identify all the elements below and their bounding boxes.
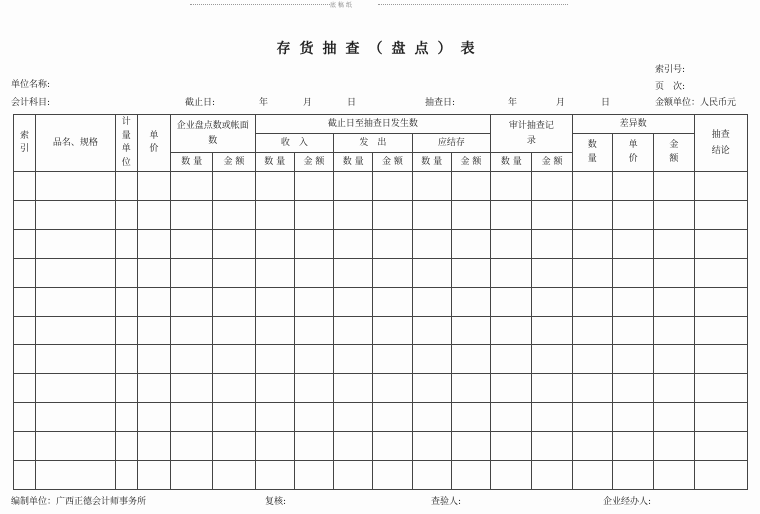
table-cell[interactable] bbox=[36, 461, 116, 490]
table-cell[interactable] bbox=[612, 432, 653, 461]
table-cell[interactable] bbox=[572, 287, 612, 316]
col-price-label: 单价 bbox=[149, 130, 159, 154]
table-cell[interactable] bbox=[612, 316, 653, 345]
account-label: 会计科目: bbox=[11, 98, 51, 108]
table-cell[interactable] bbox=[115, 461, 137, 490]
table-cell[interactable] bbox=[255, 172, 294, 201]
manager-label: 企业经办人: bbox=[603, 497, 652, 507]
table-cell[interactable] bbox=[14, 403, 36, 432]
table-cell[interactable] bbox=[654, 461, 694, 490]
col-audit-header bbox=[491, 115, 573, 153]
table-cell[interactable] bbox=[654, 258, 694, 287]
cutoff-day: 日 bbox=[347, 98, 357, 108]
check-month: 月 bbox=[556, 98, 566, 108]
table-cell[interactable] bbox=[137, 345, 170, 374]
table-cell[interactable] bbox=[572, 432, 612, 461]
table-row bbox=[14, 258, 748, 287]
table-cell[interactable] bbox=[491, 200, 532, 229]
cutoff-month: 月 bbox=[303, 98, 313, 108]
table-cell[interactable] bbox=[654, 374, 694, 403]
col-diff-header: 差异数 bbox=[572, 115, 694, 134]
col-index-label: 索引 bbox=[20, 130, 30, 154]
table-cell[interactable] bbox=[255, 432, 294, 461]
table-cell[interactable] bbox=[612, 403, 653, 432]
table-cell[interactable] bbox=[14, 287, 36, 316]
table-cell[interactable] bbox=[491, 316, 532, 345]
table-cell[interactable] bbox=[612, 287, 653, 316]
top-mark: 底 稿 纸 bbox=[330, 2, 352, 9]
index-number-label: 索引号: bbox=[655, 65, 686, 75]
table-cell[interactable] bbox=[532, 287, 572, 316]
table-cell[interactable] bbox=[491, 287, 532, 316]
table-cell[interactable] bbox=[213, 229, 255, 258]
table-cell[interactable] bbox=[373, 403, 412, 432]
table-cell[interactable] bbox=[412, 432, 451, 461]
table-cell[interactable] bbox=[294, 200, 333, 229]
table-cell[interactable] bbox=[373, 432, 412, 461]
table-cell[interactable] bbox=[213, 200, 255, 229]
top-dotted-line-left bbox=[190, 4, 330, 5]
table-cell[interactable] bbox=[451, 316, 490, 345]
table-cell[interactable] bbox=[612, 461, 653, 490]
table-cell[interactable] bbox=[491, 461, 532, 490]
table-cell[interactable] bbox=[451, 172, 490, 201]
out-amt-header: 金 额 bbox=[373, 153, 412, 172]
table-cell[interactable] bbox=[694, 432, 747, 461]
col-unit-label: 计量单位 bbox=[121, 117, 131, 168]
inventory-check-table bbox=[13, 114, 748, 490]
table-cell[interactable] bbox=[612, 345, 653, 374]
table-cell[interactable] bbox=[255, 287, 294, 316]
table-cell[interactable] bbox=[255, 229, 294, 258]
table-cell[interactable] bbox=[373, 200, 412, 229]
table-cell[interactable] bbox=[412, 461, 451, 490]
table-cell[interactable] bbox=[654, 316, 694, 345]
table-cell[interactable] bbox=[694, 316, 747, 345]
reviewer-label: 复核: bbox=[265, 497, 287, 507]
table-cell[interactable] bbox=[36, 287, 116, 316]
in-amt-header: 金 额 bbox=[294, 153, 333, 172]
table-cell[interactable] bbox=[255, 461, 294, 490]
table-cell[interactable] bbox=[451, 200, 490, 229]
table-cell[interactable] bbox=[115, 432, 137, 461]
table-cell[interactable] bbox=[612, 172, 653, 201]
col-conclusion-label: 抽查结论 bbox=[711, 129, 730, 156]
table-cell[interactable] bbox=[294, 258, 333, 287]
table-row bbox=[14, 229, 748, 258]
table-cell[interactable] bbox=[451, 432, 490, 461]
unit-name-label: 单位名称: bbox=[11, 80, 51, 90]
table-cell[interactable] bbox=[334, 229, 373, 258]
table-cell[interactable] bbox=[115, 258, 137, 287]
table-cell[interactable] bbox=[412, 200, 451, 229]
col-should-header: 应结存 bbox=[412, 134, 491, 153]
table-cell[interactable] bbox=[654, 432, 694, 461]
table-cell[interactable] bbox=[213, 258, 255, 287]
table-cell[interactable] bbox=[255, 200, 294, 229]
col-diff-qty-label: 数量 bbox=[587, 140, 597, 164]
table-cell[interactable] bbox=[572, 461, 612, 490]
table-cell[interactable] bbox=[334, 403, 373, 432]
table-cell[interactable] bbox=[694, 200, 747, 229]
table-cell[interactable] bbox=[373, 316, 412, 345]
table-cell[interactable] bbox=[412, 258, 451, 287]
table-cell[interactable] bbox=[694, 172, 747, 201]
table-row bbox=[14, 200, 748, 229]
table-cell[interactable] bbox=[334, 374, 373, 403]
table-cell[interactable] bbox=[36, 200, 116, 229]
table-cell[interactable] bbox=[14, 316, 36, 345]
col-price-header bbox=[137, 115, 170, 172]
table-cell[interactable] bbox=[532, 172, 572, 201]
table-body bbox=[14, 172, 748, 490]
table-cell[interactable] bbox=[137, 200, 170, 229]
table-cell[interactable] bbox=[137, 258, 170, 287]
table-row bbox=[14, 432, 748, 461]
table-cell[interactable] bbox=[491, 258, 532, 287]
table-cell[interactable] bbox=[36, 316, 116, 345]
prepared-by: 编制单位：广西正德会计师事务所 bbox=[11, 497, 147, 507]
table-cell[interactable] bbox=[334, 316, 373, 345]
col-diff-amt-header bbox=[654, 134, 694, 172]
table-cell[interactable] bbox=[412, 403, 451, 432]
table-cell[interactable] bbox=[572, 345, 612, 374]
table-cell[interactable] bbox=[532, 461, 572, 490]
table-cell[interactable] bbox=[137, 287, 170, 316]
table-cell[interactable] bbox=[255, 374, 294, 403]
table-cell[interactable] bbox=[171, 229, 213, 258]
table-cell[interactable] bbox=[14, 258, 36, 287]
col-index-header bbox=[14, 115, 36, 172]
table-cell[interactable] bbox=[572, 172, 612, 201]
table-cell[interactable] bbox=[532, 403, 572, 432]
table-cell[interactable] bbox=[334, 345, 373, 374]
table-cell[interactable] bbox=[137, 432, 170, 461]
table-cell[interactable] bbox=[294, 374, 333, 403]
page-title: 存货抽查（盘点）表 bbox=[276, 41, 484, 57]
audit-amt-header: 金 额 bbox=[532, 153, 572, 172]
book-amt-header: 金 额 bbox=[213, 153, 255, 172]
table-cell[interactable] bbox=[654, 345, 694, 374]
table-cell[interactable] bbox=[572, 258, 612, 287]
table-cell[interactable] bbox=[532, 316, 572, 345]
table-cell[interactable] bbox=[334, 461, 373, 490]
table-cell[interactable] bbox=[491, 172, 532, 201]
table-cell[interactable] bbox=[137, 403, 170, 432]
table-cell[interactable] bbox=[654, 287, 694, 316]
table-cell[interactable] bbox=[654, 200, 694, 229]
table-cell[interactable] bbox=[137, 316, 170, 345]
in-qty-header: 数 量 bbox=[255, 153, 294, 172]
table-cell[interactable] bbox=[334, 172, 373, 201]
table-cell[interactable] bbox=[115, 345, 137, 374]
table-cell[interactable] bbox=[572, 316, 612, 345]
table-cell[interactable] bbox=[137, 374, 170, 403]
table-cell[interactable] bbox=[115, 374, 137, 403]
table-cell[interactable] bbox=[612, 258, 653, 287]
table-cell[interactable] bbox=[373, 461, 412, 490]
table-cell[interactable] bbox=[373, 229, 412, 258]
table-cell[interactable] bbox=[171, 374, 213, 403]
col-diff-amt-label: 金额 bbox=[669, 140, 679, 164]
table-cell[interactable] bbox=[171, 287, 213, 316]
table-cell[interactable] bbox=[612, 200, 653, 229]
table-cell[interactable] bbox=[294, 316, 333, 345]
table-cell[interactable] bbox=[412, 229, 451, 258]
table-cell[interactable] bbox=[115, 229, 137, 258]
check-year: 年 bbox=[508, 98, 518, 108]
table-cell[interactable] bbox=[171, 258, 213, 287]
table-cell[interactable] bbox=[137, 461, 170, 490]
table-cell[interactable] bbox=[294, 229, 333, 258]
table-cell[interactable] bbox=[171, 316, 213, 345]
table-cell[interactable] bbox=[115, 403, 137, 432]
table-cell[interactable] bbox=[213, 345, 255, 374]
table-cell[interactable] bbox=[294, 403, 333, 432]
currency-unit: 金额单位：人民币元 bbox=[655, 98, 737, 108]
table-cell[interactable] bbox=[255, 258, 294, 287]
table-cell[interactable] bbox=[171, 461, 213, 490]
table-cell[interactable] bbox=[572, 229, 612, 258]
table-cell[interactable] bbox=[451, 374, 490, 403]
table-cell[interactable] bbox=[412, 316, 451, 345]
table-row bbox=[14, 172, 748, 201]
table-cell[interactable] bbox=[334, 258, 373, 287]
table-cell[interactable] bbox=[654, 403, 694, 432]
cutoff-date-label: 截止日: bbox=[185, 98, 216, 108]
table-row bbox=[14, 374, 748, 403]
table-cell[interactable] bbox=[612, 374, 653, 403]
table-cell[interactable] bbox=[412, 374, 451, 403]
table-cell[interactable] bbox=[255, 345, 294, 374]
table-cell[interactable] bbox=[213, 403, 255, 432]
table-cell[interactable] bbox=[451, 461, 490, 490]
table-cell[interactable] bbox=[491, 229, 532, 258]
table-cell[interactable] bbox=[294, 345, 333, 374]
table-cell[interactable] bbox=[36, 258, 116, 287]
table-cell[interactable] bbox=[491, 345, 532, 374]
table-cell[interactable] bbox=[412, 172, 451, 201]
table-cell[interactable] bbox=[115, 172, 137, 201]
table-cell[interactable] bbox=[334, 200, 373, 229]
table-cell[interactable] bbox=[171, 432, 213, 461]
table-cell[interactable] bbox=[255, 316, 294, 345]
page-number-label: 页 次: bbox=[655, 82, 686, 92]
table-cell[interactable] bbox=[294, 287, 333, 316]
table-row bbox=[14, 316, 748, 345]
table-cell[interactable] bbox=[213, 172, 255, 201]
col-in-header: 收 入 bbox=[255, 134, 334, 153]
table-cell[interactable] bbox=[694, 229, 747, 258]
table-cell[interactable] bbox=[14, 200, 36, 229]
col-name-header: 品名、规格 bbox=[36, 115, 116, 172]
table-cell[interactable] bbox=[451, 403, 490, 432]
table-cell[interactable] bbox=[451, 345, 490, 374]
table-cell[interactable] bbox=[334, 287, 373, 316]
table-cell[interactable] bbox=[36, 374, 116, 403]
table-cell[interactable] bbox=[36, 432, 116, 461]
table-cell[interactable] bbox=[532, 200, 572, 229]
table-cell[interactable] bbox=[14, 172, 36, 201]
table-cell[interactable] bbox=[694, 345, 747, 374]
table-cell[interactable] bbox=[14, 345, 36, 374]
table-cell[interactable] bbox=[412, 287, 451, 316]
table-cell[interactable] bbox=[451, 229, 490, 258]
table-cell[interactable] bbox=[373, 172, 412, 201]
table-cell[interactable] bbox=[171, 403, 213, 432]
table-cell[interactable] bbox=[36, 403, 116, 432]
table-cell[interactable] bbox=[334, 432, 373, 461]
table-cell[interactable] bbox=[255, 403, 294, 432]
col-book-label: 企业盘点数或帐面数 bbox=[176, 121, 249, 146]
out-qty-header: 数 量 bbox=[334, 153, 373, 172]
table-cell[interactable] bbox=[572, 374, 612, 403]
table-cell[interactable] bbox=[213, 374, 255, 403]
table-cell[interactable] bbox=[137, 229, 170, 258]
table-cell[interactable] bbox=[694, 403, 747, 432]
table-cell[interactable] bbox=[294, 461, 333, 490]
table-cell[interactable] bbox=[115, 200, 137, 229]
col-book-header bbox=[171, 115, 256, 153]
col-out-header: 发 出 bbox=[334, 134, 413, 153]
table-cell[interactable] bbox=[373, 287, 412, 316]
top-dotted-line-right bbox=[378, 4, 568, 5]
table-cell[interactable] bbox=[36, 345, 116, 374]
table-cell[interactable] bbox=[532, 432, 572, 461]
table-cell[interactable] bbox=[572, 200, 612, 229]
table-cell[interactable] bbox=[171, 172, 213, 201]
table-cell[interactable] bbox=[451, 258, 490, 287]
table-cell[interactable] bbox=[654, 172, 694, 201]
table-cell[interactable] bbox=[14, 461, 36, 490]
table-cell[interactable] bbox=[694, 287, 747, 316]
table-row bbox=[14, 287, 748, 316]
col-audit-label: 审计抽查记录 bbox=[508, 121, 554, 146]
table-cell[interactable] bbox=[654, 229, 694, 258]
table-cell[interactable] bbox=[572, 403, 612, 432]
table-cell[interactable] bbox=[14, 229, 36, 258]
table-cell[interactable] bbox=[14, 432, 36, 461]
table-cell[interactable] bbox=[294, 172, 333, 201]
table-cell[interactable] bbox=[213, 287, 255, 316]
col-diff-price-label: 单价 bbox=[628, 140, 638, 164]
table-cell[interactable] bbox=[36, 172, 116, 201]
col-diff-qty-header bbox=[572, 134, 612, 172]
table-cell[interactable] bbox=[373, 258, 412, 287]
table-row bbox=[14, 461, 748, 490]
should-qty-header: 数 量 bbox=[412, 153, 451, 172]
table-cell[interactable] bbox=[532, 229, 572, 258]
table-cell[interactable] bbox=[491, 374, 532, 403]
inspector-label: 查验人: bbox=[431, 497, 462, 507]
table-cell[interactable] bbox=[491, 403, 532, 432]
table-cell[interactable] bbox=[532, 258, 572, 287]
table-cell[interactable] bbox=[294, 432, 333, 461]
table-cell[interactable] bbox=[612, 229, 653, 258]
col-diff-price-header bbox=[612, 134, 653, 172]
table-cell[interactable] bbox=[171, 200, 213, 229]
table-row bbox=[14, 345, 748, 374]
table-cell[interactable] bbox=[373, 374, 412, 403]
table-cell[interactable] bbox=[451, 287, 490, 316]
table-cell[interactable] bbox=[171, 345, 213, 374]
table-cell[interactable] bbox=[115, 287, 137, 316]
table-cell[interactable] bbox=[213, 432, 255, 461]
book-qty-header: 数 量 bbox=[171, 153, 213, 172]
table-cell[interactable] bbox=[373, 345, 412, 374]
should-amt-header: 金 额 bbox=[451, 153, 490, 172]
table-cell[interactable] bbox=[694, 461, 747, 490]
table-cell[interactable] bbox=[213, 316, 255, 345]
check-date-label: 抽查日: bbox=[425, 98, 456, 108]
col-conclusion-header bbox=[694, 115, 747, 172]
check-day: 日 bbox=[601, 98, 611, 108]
audit-qty-header: 数 量 bbox=[491, 153, 532, 172]
table-cell[interactable] bbox=[694, 258, 747, 287]
col-unit-header bbox=[115, 115, 137, 172]
table-cell[interactable] bbox=[491, 432, 532, 461]
table-cell[interactable] bbox=[14, 374, 36, 403]
table-row bbox=[14, 403, 748, 432]
table-cell[interactable] bbox=[532, 374, 572, 403]
table-cell[interactable] bbox=[115, 316, 137, 345]
table-cell[interactable] bbox=[412, 345, 451, 374]
table-cell[interactable] bbox=[137, 172, 170, 201]
table-cell[interactable] bbox=[532, 345, 572, 374]
table-cell[interactable] bbox=[36, 229, 116, 258]
table-cell[interactable] bbox=[694, 374, 747, 403]
table-cell[interactable] bbox=[213, 461, 255, 490]
cutoff-year: 年 bbox=[259, 98, 269, 108]
col-period-header: 截止日至抽查日发生数 bbox=[255, 115, 491, 134]
